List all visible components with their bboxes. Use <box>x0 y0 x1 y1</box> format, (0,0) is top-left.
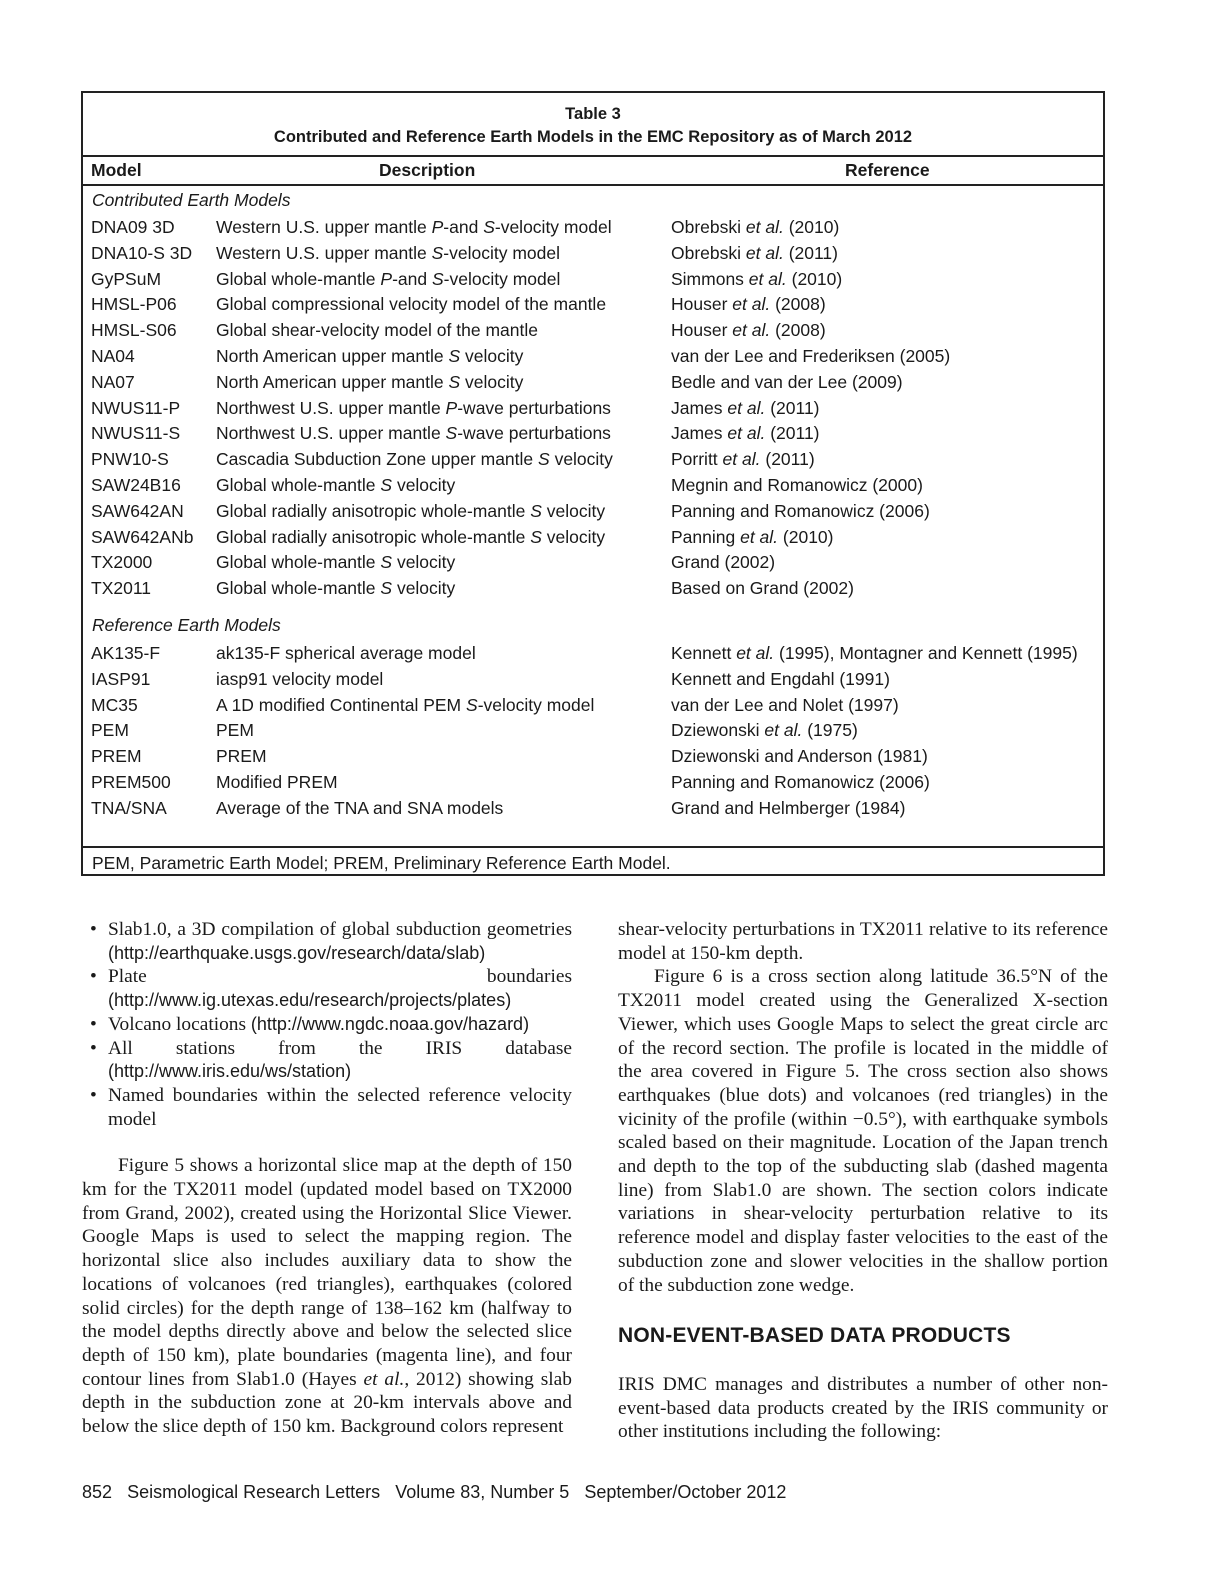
issue-date: September/October 2012 <box>584 1482 787 1502</box>
cell-reference: Obrebski et al. (2010) <box>671 217 840 237</box>
table-row <box>83 717 1103 743</box>
table-footnote: PEM, Parametric Earth Model; PREM, Preliminary Reference Earth Model. <box>83 846 1103 876</box>
paragraph-continued: shear-velocity perturbations in TX2011 relative to its reference model at 150-km depth. <box>618 919 1108 964</box>
cell-reference: Dziewonski et al. (1975) <box>671 720 858 741</box>
table-row <box>83 795 1103 821</box>
list-item: • Named boundaries within the selected reference velocity model <box>82 1084 572 1131</box>
list-item: • Slab1.0, a 3D compilation of global subduction geometries (http://earthquake.usgs.gov/research/data/slab) <box>82 918 572 965</box>
cell-model: TX2000 <box>91 552 153 573</box>
header-description: Description <box>379 160 476 180</box>
cell-model: NWUS11-P <box>91 397 181 418</box>
header-model: Model <box>91 160 142 180</box>
cell-description: Modified PREM <box>216 772 338 792</box>
cell-description: A 1D modified Continental PEM S-velocity model <box>216 694 595 715</box>
list-item: • Plate boundaries (http://www.ig.utexas.edu/research/projects/plates) <box>82 965 572 1012</box>
cell-description: Global whole-mantle P-and S-velocity model <box>216 268 561 289</box>
table-number: Table 3 <box>565 105 621 123</box>
cell-model: NWUS11-S <box>91 423 181 444</box>
cell-description: Global shear-velocity model of the mantle <box>216 320 538 341</box>
page-number: 852 <box>82 1482 113 1502</box>
table-row <box>83 291 1103 317</box>
url-link[interactable]: (http://earthquake.usgs.gov/research/data/slab) <box>108 942 486 963</box>
table-row <box>83 498 1103 524</box>
table-title: Contributed and Reference Earth Models in the EMC Repository as of March 2012 <box>273 128 913 146</box>
paragraph-figure6: Figure 6 is a cross section along latitude 36.5°N of the TX2011 model created using the Generalized X-section Viewer, which uses Google Maps to select the great circle arc of the record section. The profile is located in the middle of the area covered in Figure 5. The cross section also shows earthquakes (blue dots) and volcanoes (red triangles) in the vicinity of the profile (within −0.5°), with earthquake symbols scaled based on their magnitude. Location of the Japan trench and depth to the top of the subducting slab (dashed magenta line) from Slab1.0 are shown. The section colors indicate variations in shear-velocity perturbation relative to its reference model and display faster velocities to the east of the subduction zone and slower velocities in the shallow portion of the subduction zone wedge. <box>618 966 1108 1296</box>
cell-model: PREM500 <box>91 772 171 792</box>
table-row <box>83 692 1103 718</box>
cell-reference: James et al. (2011) <box>671 423 820 444</box>
cell-reference: Grand and Helmberger (1984) <box>671 797 906 818</box>
list-item: • All stations from the IRIS database (http://www.iris.edu/ws/station) <box>82 1037 572 1084</box>
table-3 <box>81 91 1105 876</box>
table-row <box>83 420 1103 446</box>
cell-reference: Megnin and Romanowicz (2000) <box>671 475 923 495</box>
contributed-section-label: Contributed Earth Models <box>92 190 291 210</box>
table-row <box>83 317 1103 343</box>
url-link[interactable]: (http://www.ig.utexas.edu/research/projects/plates) <box>108 990 512 1011</box>
cell-description: Northwest U.S. upper mantle S-wave perturbations <box>216 423 611 444</box>
cell-description: North American upper mantle S velocity <box>216 371 524 392</box>
cell-reference: James et al. (2011) <box>671 397 820 418</box>
cell-reference: van der Lee and Frederiksen (2005) <box>671 346 951 366</box>
cell-model: AK135-F <box>91 643 161 663</box>
table-row <box>83 214 1103 240</box>
cell-model: SAW642ANb <box>91 526 194 547</box>
cell-reference: Dziewonski and Anderson (1981) <box>671 746 928 767</box>
cell-model: DNA09 3D <box>91 217 175 237</box>
cell-model: TX2011 <box>91 578 151 599</box>
cell-reference: Houser et al. (2008) <box>671 320 826 341</box>
cell-reference: Kennett and Engdahl (1991) <box>671 668 890 689</box>
table-row <box>83 395 1103 421</box>
journal-name: Seismological Research Letters <box>127 1482 381 1502</box>
table-row <box>83 743 1103 769</box>
table-row <box>83 666 1103 692</box>
table-row <box>83 369 1103 395</box>
cell-reference: Panning and Romanowicz (2006) <box>671 772 930 792</box>
cell-reference: Panning and Romanowicz (2006) <box>671 500 930 521</box>
cell-description: PEM <box>216 720 254 741</box>
cell-description: Global whole-mantle S velocity <box>216 578 456 599</box>
table-row <box>83 769 1103 795</box>
cell-model: DNA10-S 3D <box>91 242 193 263</box>
table-row <box>83 266 1103 292</box>
url-link[interactable]: (http://www.iris.edu/ws/station) <box>108 1061 352 1082</box>
list-item: • Volcano locations (http://www.ngdc.noaa.gov/hazard) <box>82 1013 572 1037</box>
cell-reference: van der Lee and Nolet (1997) <box>671 694 899 715</box>
table-row <box>83 549 1103 575</box>
cell-reference: Houser et al. (2008) <box>671 294 826 315</box>
cell-reference: Obrebski et al. (2011) <box>671 242 838 263</box>
cell-reference: Based on Grand (2002) <box>671 578 854 599</box>
cell-reference: Grand (2002) <box>671 552 776 573</box>
cell-model: GyPSuM <box>91 268 162 289</box>
cell-description: ak135-F spherical average model <box>216 643 476 663</box>
table-row <box>83 240 1103 266</box>
left-column <box>82 918 572 1439</box>
table-header-row <box>83 155 1103 186</box>
table-row <box>83 524 1103 550</box>
cell-model: IASP91 <box>91 668 151 689</box>
table-row <box>83 575 1103 601</box>
table-row <box>83 446 1103 472</box>
cell-model: TNA/SNA <box>91 797 167 818</box>
cell-reference: Porritt et al. (2011) <box>671 449 815 470</box>
section-heading: NON-EVENT-BASED DATA PRODUCTS <box>618 1324 1011 1348</box>
cell-reference: Kennett et al. (1995), Montagner and Kennett (1995) <box>671 643 1078 663</box>
cell-model: SAW24B16 <box>91 475 181 495</box>
cell-description: PREM <box>216 746 267 767</box>
cell-description: Average of the TNA and SNA models <box>216 797 504 818</box>
reference-section-label: Reference Earth Models <box>92 615 281 635</box>
cell-description: Western U.S. upper mantle P-and S-velocity model <box>216 217 612 237</box>
cell-description: Northwest U.S. upper mantle P-wave perturbations <box>216 397 611 418</box>
table-caption <box>83 93 1103 145</box>
cell-description: Cascadia Subduction Zone upper mantle S velocity <box>216 449 613 470</box>
cell-model: SAW642AN <box>91 500 184 521</box>
cell-model: PEM <box>91 720 129 741</box>
volume-info: Volume 83, Number 5 <box>395 1482 570 1502</box>
cell-description: Global whole-mantle S velocity <box>216 475 456 495</box>
cell-description: Global whole-mantle S velocity <box>216 552 456 573</box>
paragraph-figure5: Figure 5 shows a horizontal slice map at the depth of 150 km for the TX2011 model (updated model based on TX2000 from Grand, 2002), created using the Horizontal Slice Viewer. Google Maps is used to select the mapping region. The horizontal slice also includes auxiliary data to show the locations of volcanoes (red triangles), earthquakes (colored solid circles) for the depth range of 138–162 km (halfway to the model depths directly above and below the selected slice depth of 150 km), plate boundaries (magenta line), and four contour lines from Slab1.0 (Hayes et al., 2012) showing slab depth in the subduction zone at 20-km intervals above and below the slice depth of 150 km. Background colors represent <box>82 1155 572 1438</box>
cell-description: Western U.S. upper mantle S-velocity model <box>216 242 561 263</box>
cell-model: HMSL-S06 <box>91 320 177 341</box>
cell-model: HMSL-P06 <box>91 294 177 315</box>
cell-model: MC35 <box>91 694 138 715</box>
url-link[interactable]: (http://www.ngdc.noaa.gov/hazard) <box>250 1013 530 1034</box>
paragraph-nonevent: IRIS DMC manages and distributes a number of other non-event-based data products created by the IRIS community or other institutions including the following: <box>618 1373 1108 1443</box>
cell-description: iasp91 velocity model <box>216 668 384 689</box>
cell-description: Global radially anisotropic whole-mantle S velocity <box>216 526 606 547</box>
right-column <box>618 918 1108 1444</box>
cell-reference: Simmons et al. (2010) <box>671 268 843 289</box>
page-footer <box>82 1482 786 1503</box>
cell-reference: Bedle and van der Lee (2009) <box>671 371 903 392</box>
cell-model: PNW10-S <box>91 449 169 470</box>
cell-model: PREM <box>91 746 142 767</box>
cell-reference: Panning et al. (2010) <box>671 526 834 547</box>
cell-description: Global compressional velocity model of the mantle <box>216 294 607 315</box>
cell-model: NA07 <box>91 371 135 392</box>
cell-description: Global radially anisotropic whole-mantle S velocity <box>216 500 606 521</box>
table-row <box>83 343 1103 369</box>
cell-model: NA04 <box>91 346 135 366</box>
data-sources-list <box>82 918 572 1131</box>
header-reference: Reference <box>845 160 930 180</box>
cell-description: North American upper mantle S velocity <box>216 346 524 366</box>
table-row <box>83 472 1103 498</box>
table-row <box>83 640 1103 666</box>
